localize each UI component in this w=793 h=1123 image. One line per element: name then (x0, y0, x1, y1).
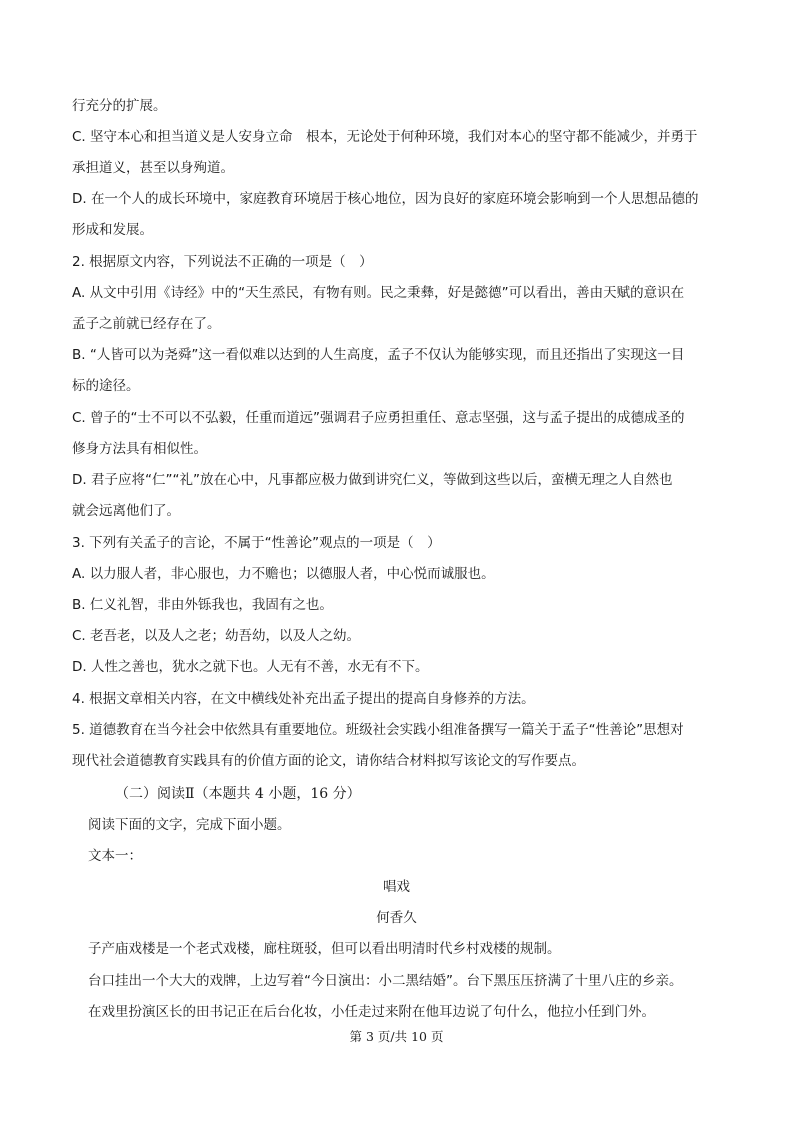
option-a-line: A. 从文中引用《诗经》中的“天生烝民，有物有则。民之秉彝，好是懿德”可以看出，善由天赋的意识在 (72, 285, 685, 301)
option-b-line: B. 仁义礼智，非由外铄我也，我固有之也。 (72, 597, 333, 613)
story-title: 唱戏 (383, 879, 410, 895)
option-d-line: D. 人性之善也，犹水之就下也。人无有不善，水无有不下。 (72, 659, 429, 675)
section-heading: （二）阅读Ⅱ（本题共 4 小题，16 分） (115, 786, 361, 802)
text-label: 文本一： (88, 848, 142, 864)
option-a-line: A. 以力服人者，非心服也，力不赡也；以德服人者，中心悦而诚服也。 (72, 566, 495, 582)
question-2: 2. 根据原文内容，下列说法不正确的一项是（ ） (72, 254, 373, 270)
body-line: 形成和发展。 (72, 222, 153, 238)
body-line: 现代社会道德教育实践具有的价值方面的论文，请你结合材料拟写该论文的写作要点。 (72, 753, 585, 769)
option-d-line: D. 在一个人的成长环境中，家庭教育环境居于核心地位，因为良好的家庭环境会影响到一个人思想品德的 (72, 191, 699, 207)
option-c-line: C. 曾子的“士不可以不弘毅，任重而道远”强调君子应勇担重任、意志坚强，这与孟子提出的成德成圣的 (72, 410, 685, 426)
body-line: 行充分的扩展。 (72, 98, 167, 114)
question-4: 4. 根据文章相关内容，在文中横线处补充出孟子提出的提高自身修养的方法。 (72, 691, 535, 707)
story-author: 何香久 (376, 910, 417, 926)
instruction-text: 阅读下面的文字，完成下面小题。 (88, 817, 291, 833)
option-c-line: C. 老吾老，以及人之老；幼吾幼，以及人之幼。 (72, 628, 361, 644)
body-line: 修身方法具有相似性。 (72, 441, 207, 457)
story-paragraph: 子产庙戏楼是一个老式戏楼，廊柱斑驳，但可以看出明清时代乡村戏楼的规制。 (88, 941, 561, 957)
body-line: 承担道义，甚至以身殉道。 (72, 160, 234, 176)
question-5: 5. 道德教育在当今社会中依然具有重要地位。班级社会实践小组准备撰写一篇关于孟子“性善论”思想对 (72, 722, 684, 738)
body-line: 就会远离他们了。 (72, 503, 180, 519)
page-footer: 第 3 页/共 10 页 (349, 1029, 444, 1044)
story-paragraph: 台口挂出一个大大的戏牌，上边写着“今日演出：小二黑结婚”。台下黑压压挤满了十里八庄的乡亲。 (88, 973, 683, 989)
question-3: 3. 下列有关孟子的言论，不属于“性善论”观点的一项是（ ） (72, 535, 441, 551)
story-paragraph: 在戏里扮演区长的田书记正在后台化妆，小任走过来附在他耳边说了句什么，他拉小任到门外。 (88, 1004, 655, 1020)
option-d-line: D. 君子应将“仁”“礼”放在心中，凡事都应极力做到讲究仁义，等做到这些以后，蛮横无理之人自然也 (72, 472, 673, 488)
option-c-line: C. 坚守本心和担当道义是人安身立命 根本，无论处于何种环境，我们对本心的坚守都不能减少，并勇于 (72, 129, 698, 145)
option-b-line: B. “人皆可以为尧舜”这一看似难以达到的人生高度，孟子不仅认为能够实现，而且还指出了实现这一目 (72, 347, 685, 363)
body-line: 标的途径。 (72, 378, 140, 394)
body-line: 孟子之前就已经存在了。 (72, 316, 221, 332)
